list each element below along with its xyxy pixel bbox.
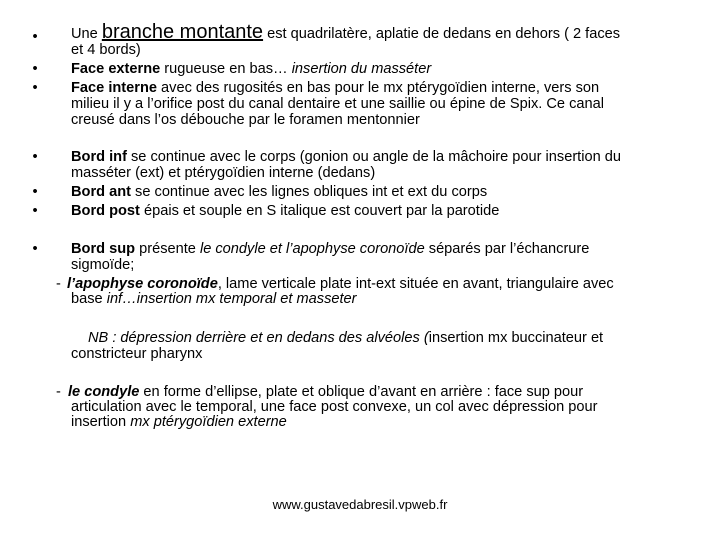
text: présente bbox=[135, 241, 200, 257]
branche-montante-line2: et 4 bords) bbox=[71, 42, 141, 58]
bullet: • bbox=[32, 203, 38, 219]
bord-sup-label: Bord sup bbox=[71, 241, 136, 257]
face-interne-line1 bbox=[71, 81, 691, 97]
text: en forme d’ellipse, plate et oblique d’avant en arrière : face sup pour bbox=[139, 384, 584, 400]
bord-inf-line2: masséter (ext) et ptérygoïdien interne (dedans) bbox=[71, 165, 376, 181]
text: , lame verticale plate int-ext située en avant, triangulaire avec bbox=[217, 276, 614, 292]
bord-sup-line1 bbox=[71, 242, 691, 258]
bullet: • bbox=[32, 241, 38, 257]
text: avec des rugosités en bas pour le mx ptérygoïdien interne, vers son bbox=[156, 80, 600, 96]
text: se continue avec le corps (gonion ou angle de la mâchoire pour insertion du bbox=[126, 149, 622, 165]
text: insertion bbox=[71, 414, 131, 430]
bord-post-label: Bord post bbox=[71, 203, 140, 219]
text: NB : dépression derrière et en dedans des alvéoles ( bbox=[88, 330, 429, 346]
bullet: • bbox=[32, 149, 38, 165]
branche-montante-line1 bbox=[71, 21, 691, 43]
face-interne-line2: milieu il y a l’orifice post du canal dentaire et une saillie ou épine de Spix. Ce canal bbox=[71, 96, 604, 112]
nb-line2: constricteur pharynx bbox=[71, 346, 203, 362]
text: le condyle et l’apophyse coronoïde bbox=[199, 241, 425, 257]
condyle-line2: articulation avec le temporal, une face post convexe, un col avec dépression pour bbox=[71, 399, 598, 415]
text: mx ptérygoïdien externe bbox=[130, 414, 287, 430]
text: se continue avec les lignes obliques int et ext du corps bbox=[131, 184, 488, 200]
bullet: • bbox=[32, 80, 38, 96]
dash: - bbox=[56, 276, 61, 292]
nb-line1 bbox=[88, 331, 708, 347]
face-externe-label: Face externe bbox=[71, 61, 161, 77]
condyle-line3 bbox=[71, 415, 691, 431]
text: séparés par l’échancrure bbox=[424, 241, 590, 257]
face-externe-item bbox=[71, 62, 691, 78]
text: inf…insertion mx temporal et masseter bbox=[106, 291, 357, 307]
branche-montante-heading: branche montante bbox=[101, 21, 264, 43]
bord-post-item bbox=[71, 204, 691, 220]
bord-ant-label: Bord ant bbox=[71, 184, 131, 200]
text: base bbox=[71, 291, 107, 307]
text: Une bbox=[71, 26, 102, 42]
text: rugueuse en bas… bbox=[160, 61, 292, 77]
bord-sup-line2: sigmoïde; bbox=[71, 257, 135, 273]
apophyse-coronoide-label: l’apophyse coronoïde bbox=[67, 276, 218, 292]
text: insertion mx buccinateur et bbox=[428, 330, 604, 346]
dash: - bbox=[56, 384, 61, 400]
bullet: • bbox=[32, 61, 38, 77]
bord-inf-line1 bbox=[71, 150, 691, 166]
bord-ant-item bbox=[71, 185, 691, 201]
text: insertion du masséter bbox=[291, 61, 432, 77]
text: est quadrilatère, aplatie de dedans en dehors ( 2 faces bbox=[263, 26, 621, 42]
bullet: • bbox=[32, 29, 38, 45]
text: épais et souple en S italique est couvert par la parotide bbox=[139, 203, 500, 219]
apophyse-line2 bbox=[71, 292, 691, 308]
footer-url[interactable]: www.gustavedabresil.vpweb.fr bbox=[272, 497, 448, 512]
bullet: • bbox=[32, 184, 38, 200]
bord-inf-label: Bord inf bbox=[71, 149, 127, 165]
face-interne-label: Face interne bbox=[71, 80, 157, 96]
face-interne-line3: creusé dans l’os débouche par le foramen mentonnier bbox=[71, 112, 420, 128]
condyle-label: le condyle bbox=[68, 384, 140, 400]
